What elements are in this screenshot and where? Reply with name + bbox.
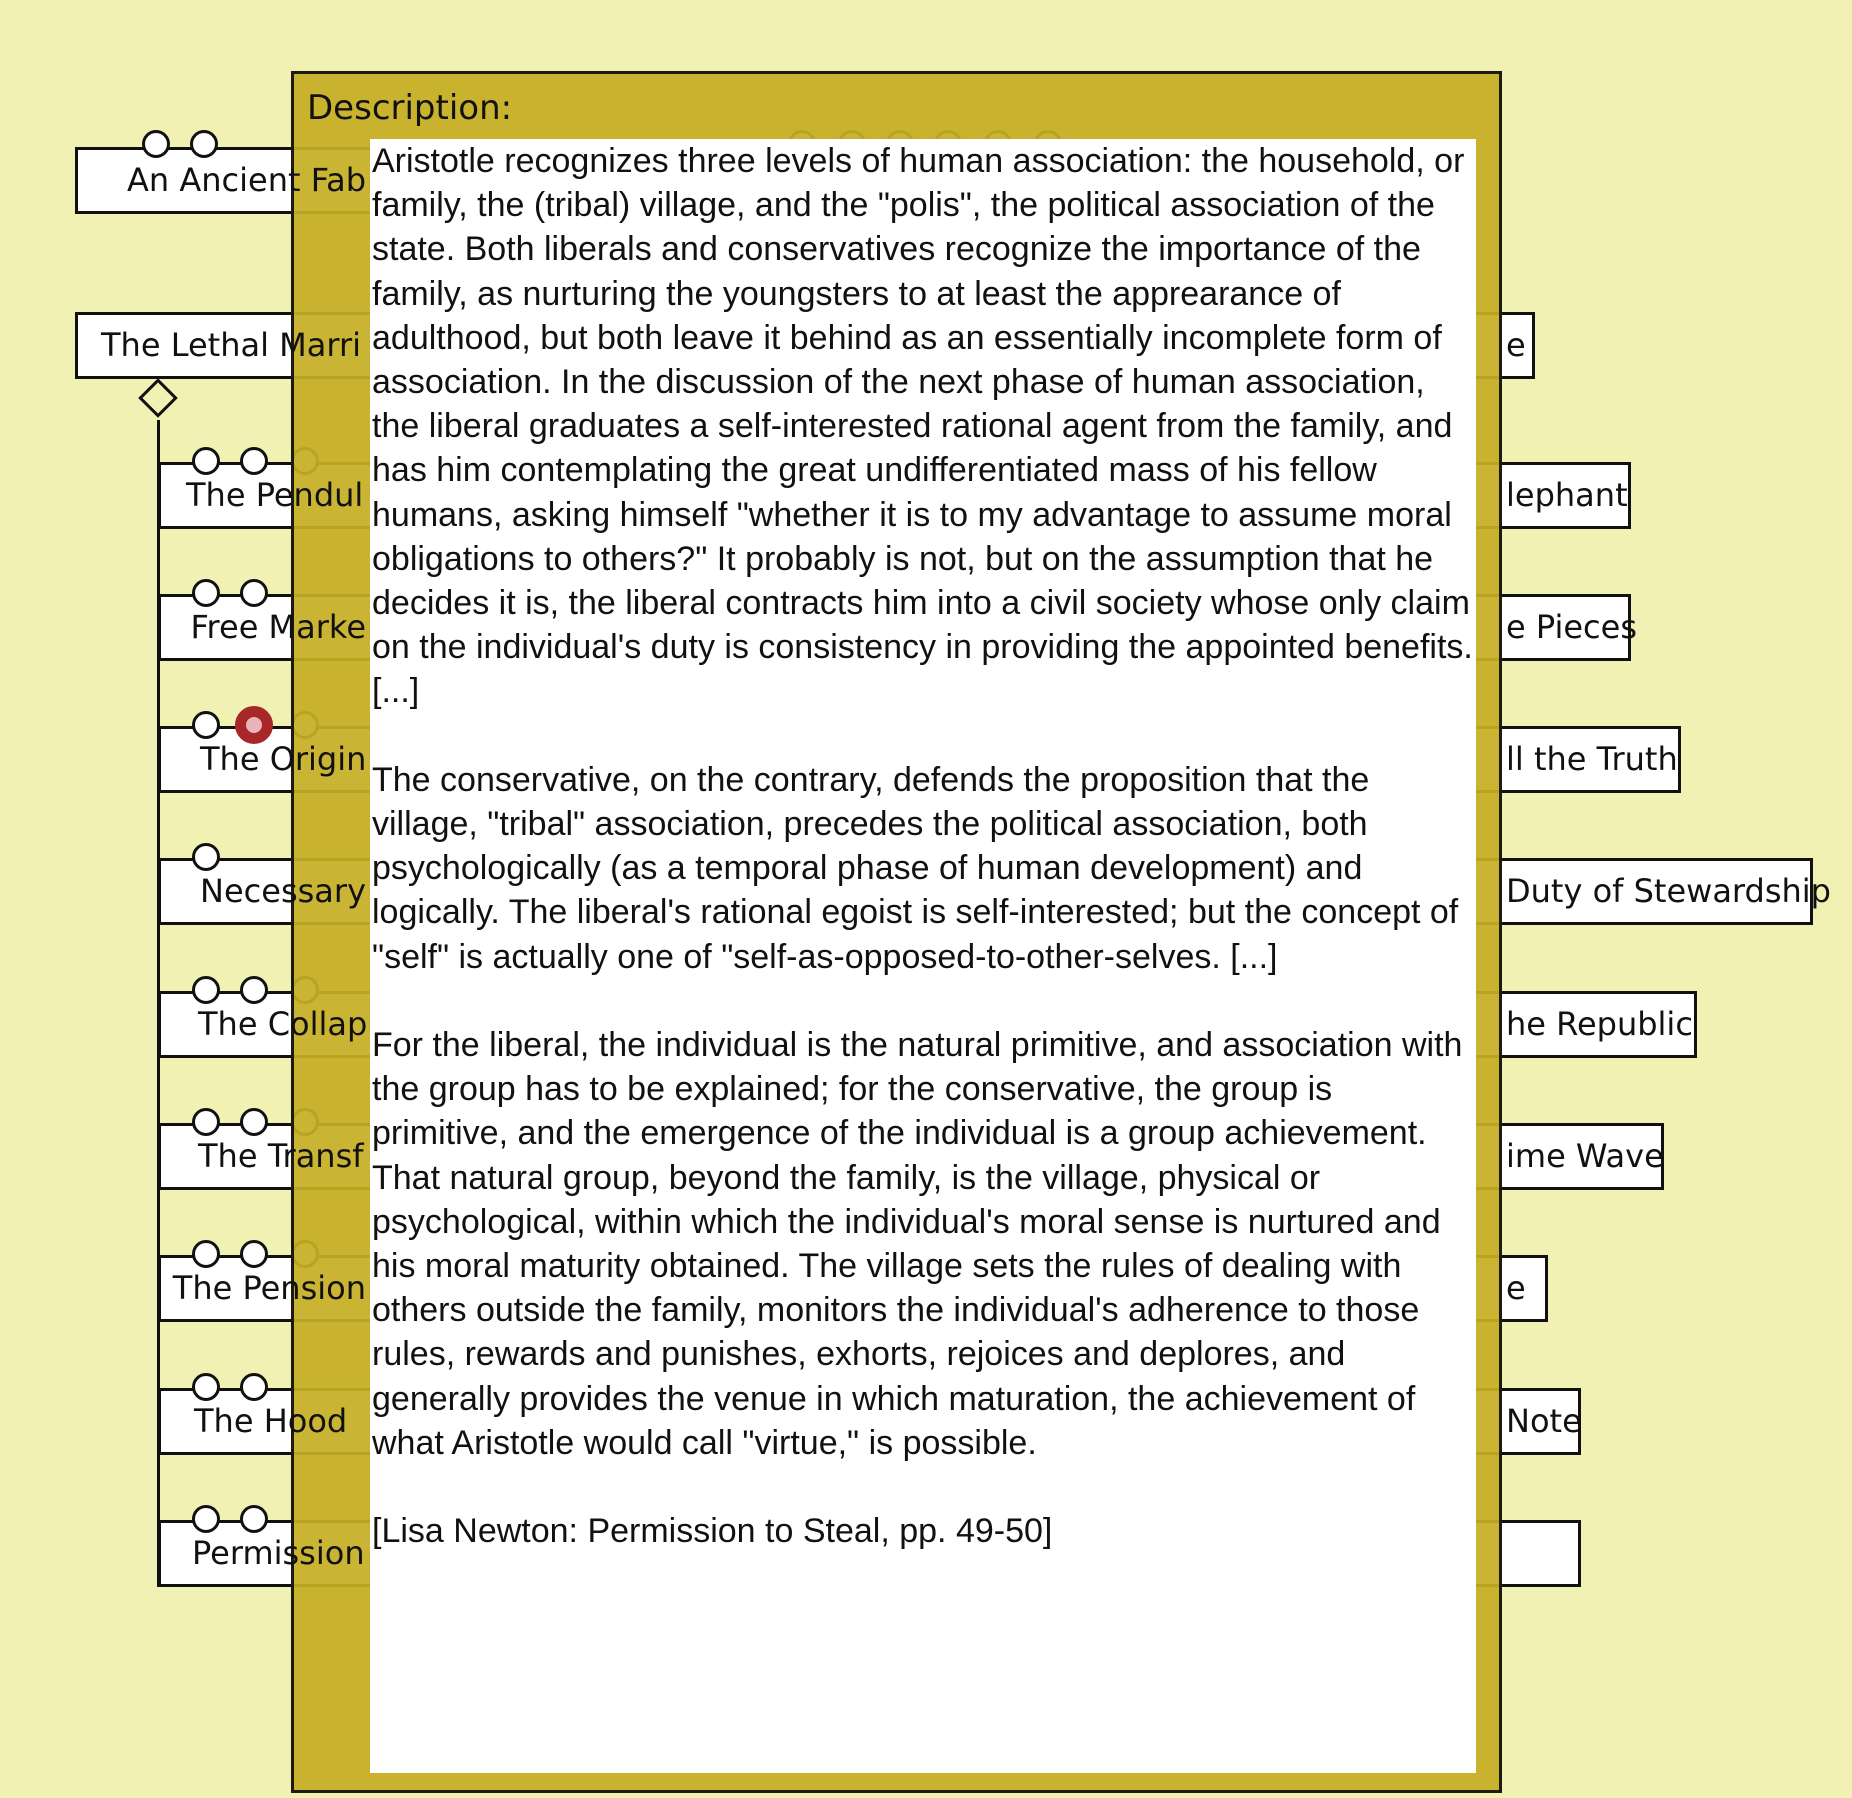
description-text[interactable] xyxy=(370,139,1476,1773)
node-label-tail: e xyxy=(1506,326,1526,364)
node-label: Free Marke xyxy=(190,608,366,646)
popup-title: Description: xyxy=(307,88,513,128)
node-label-tail: Duty of Stewardship xyxy=(1506,872,1831,910)
node-label-tail: e xyxy=(1506,1269,1526,1307)
description-citation: [Lisa Newton: Permission to Steal, pp. 49-50] xyxy=(372,1512,1053,1551)
node-label-tail: Note xyxy=(1506,1402,1582,1440)
node-label: Necessary xyxy=(200,872,366,910)
node-label: The Pension xyxy=(172,1269,366,1307)
node-label-tail: lephant xyxy=(1506,476,1628,514)
node-label: The Hood xyxy=(194,1402,348,1440)
aggregation-diamond-icon xyxy=(138,378,178,418)
node-label: The Transf xyxy=(198,1137,364,1175)
node-label: An Ancient Fab xyxy=(127,161,367,199)
node-label-tail: ll the Truth xyxy=(1506,740,1678,778)
node-label-tail: e Pieces xyxy=(1506,608,1637,646)
node-label: The Collap xyxy=(198,1005,368,1043)
node-label: The Origin xyxy=(200,740,367,778)
node-label: Permission xyxy=(192,1534,365,1572)
description-paragraph: The conservative, on the contrary, defends the proposition that the village, "tribal" association, precedes the political association, both psychologically (as a temporal phase of human development) and logically. The liberal's rational egoist is self-interested; but the concept of "self" is actually one of "self-as-opposed-to-other-selves. [...] xyxy=(372,760,1459,976)
description-popup[interactable] xyxy=(291,71,1502,1793)
node-label: The Pendul xyxy=(186,476,364,514)
description-paragraph: For the liberal, the individual is the natural primitive, and association with the group has to be explained; for the conservative, the group is primitive, and the emergence of the individual is a group achievement. That natural group, beyond the family, is the village, physical or psychological, within which the individual's moral sense is nurtured and his moral maturity obtained. The village sets the rules of dealing with others outside the family, monitors the individual's adherence to those rules, rewards and punishes, exhorts, rejoices and deplores, and generally provides the venue in which maturation, the achievement of what Aristotle would call "virtue," is possible. xyxy=(372,1026,1463,1462)
description-paragraph: Aristotle recognizes three levels of human association: the household, or family, the (tribal) village, and the "polis", the political association of the state. Both liberals and conservatives recognize the importance of the family, as nurturing the youngsters to at least the apprearance of adulthood, but both leave it behind as an essentially incomplete form of association. In the discussion of the next phase of human association, the liberal graduates a self-interested rational agent from the family, and has him contemplating the great undifferentiated mass of his fellow humans, asking himself "whether it is to my advantage to assume moral obligations to others?" It probably is not, but on the assumption that he decides it is, the liberal contracts him into a civil society whose only claim on the individual's duty is consistency in providing the appointed benefits. [...] xyxy=(372,142,1473,711)
node-label: The Lethal Marri xyxy=(101,326,361,364)
node-label-tail: ime Wave xyxy=(1506,1137,1664,1175)
node-label-tail: he Republic xyxy=(1506,1005,1693,1043)
